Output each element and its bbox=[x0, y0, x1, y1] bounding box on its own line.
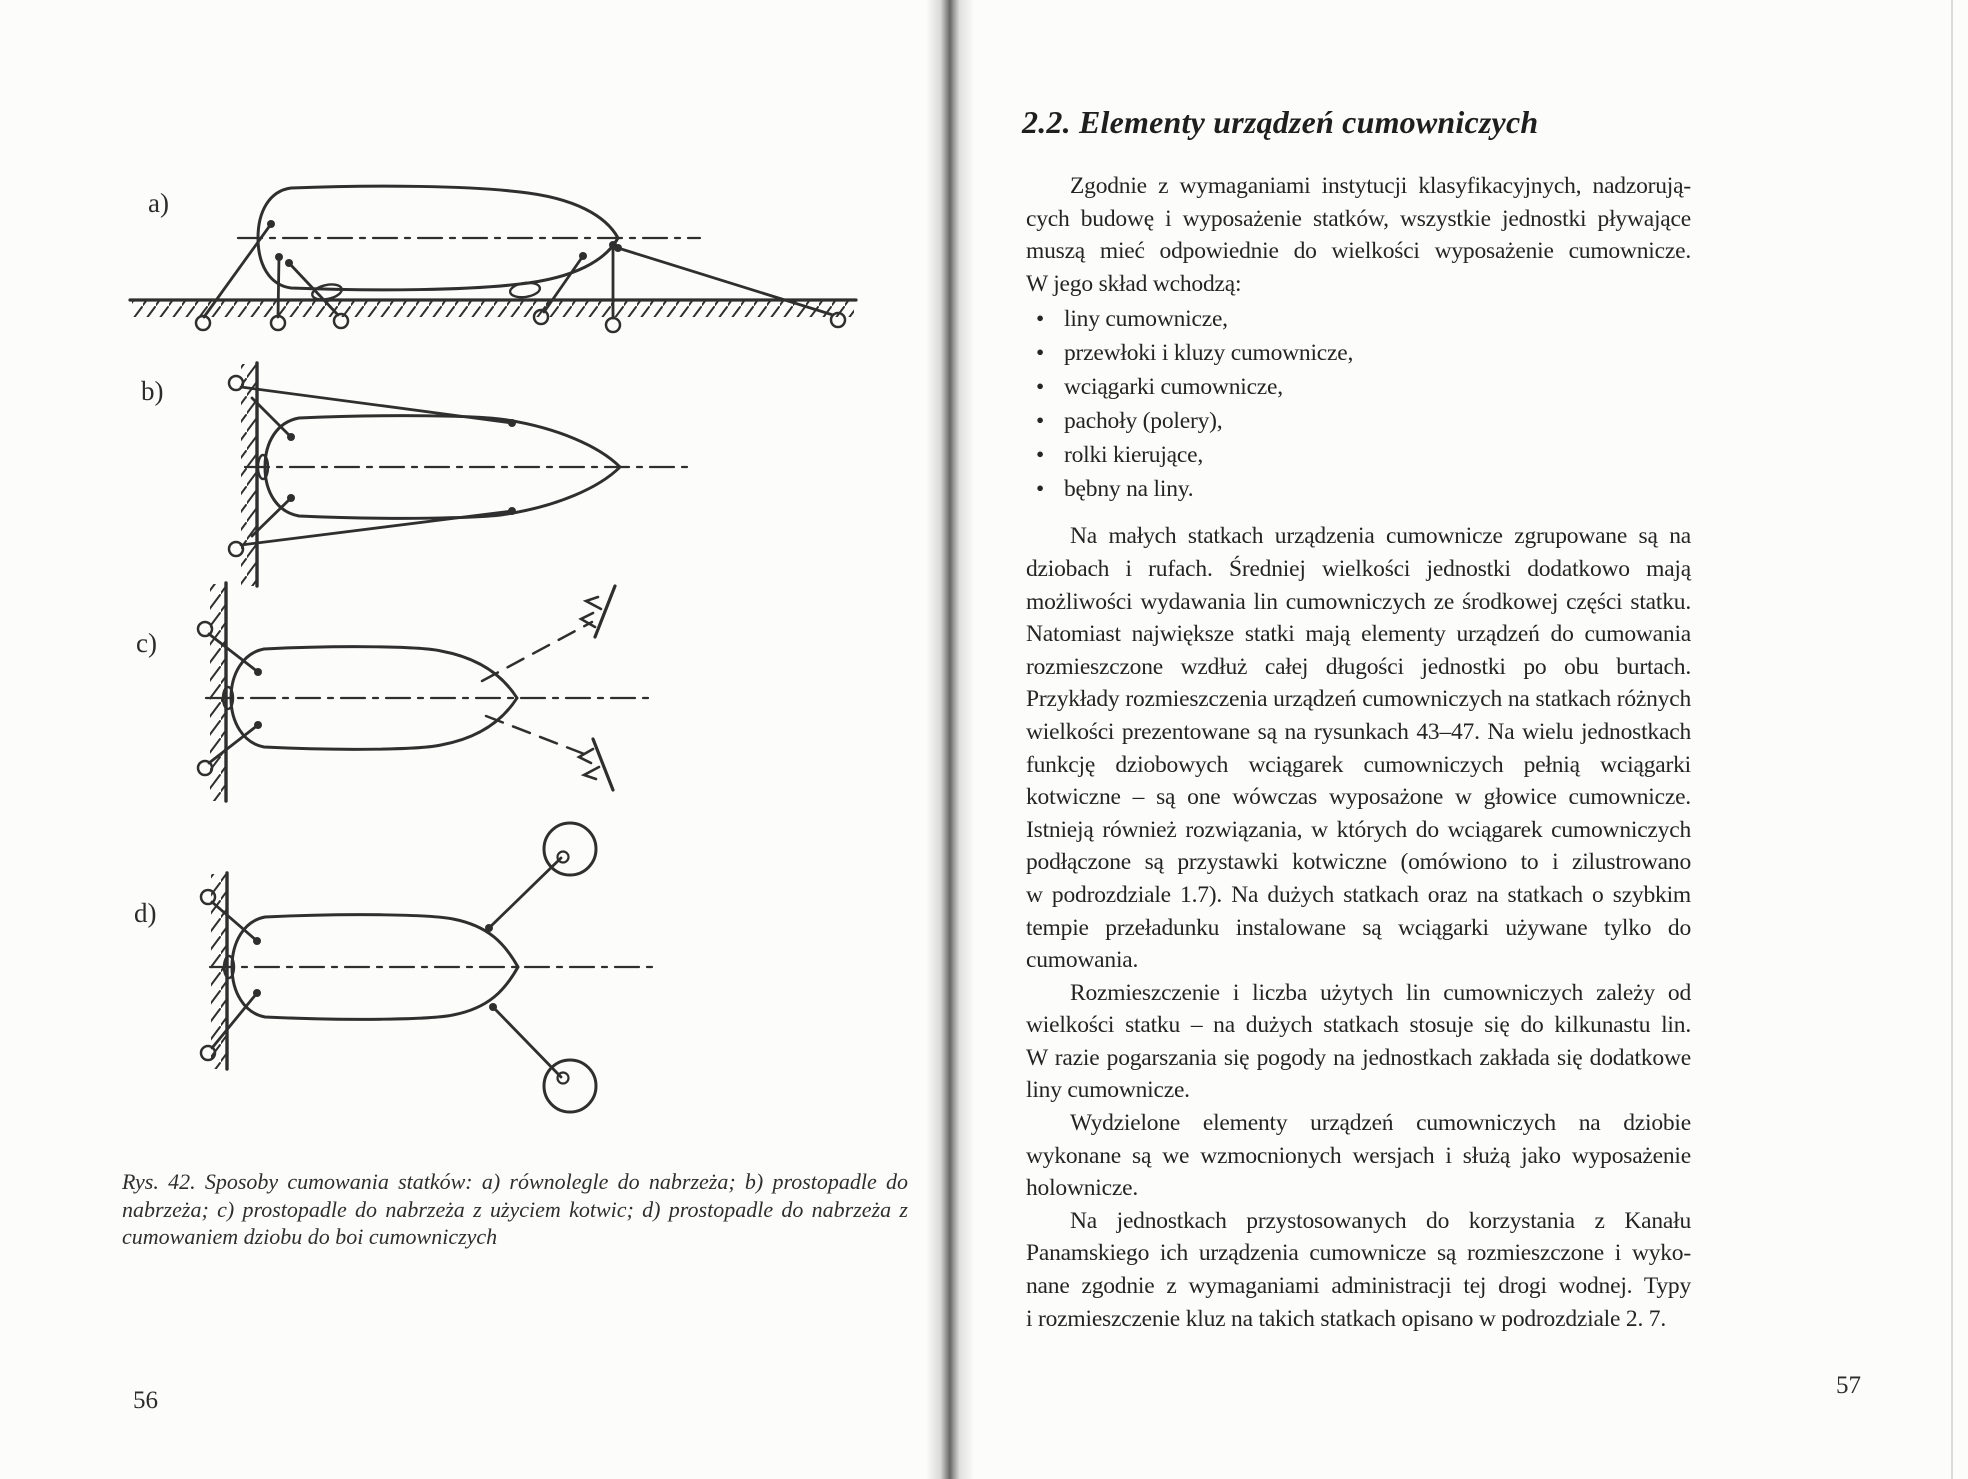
diagram-d-buoy-mooring bbox=[201, 823, 660, 1112]
panel-label-c: c) bbox=[136, 628, 157, 658]
text-line: Wydzielone elementy urządzeń cumowniczych na dziobie bbox=[1070, 1110, 1691, 1137]
text-line: nabrzeża; c) prostopadle do nabrzeża z użyciem kotwic; d) prostopadle do nabrzeża z bbox=[122, 1196, 908, 1222]
anchor-icon bbox=[579, 739, 613, 790]
bollard-icon bbox=[196, 316, 210, 330]
mooring-line bbox=[241, 511, 512, 545]
text-line: • bębny na liny. bbox=[1026, 472, 1691, 506]
panel-label-a: a) bbox=[148, 188, 169, 218]
text-line: w podrozdziale 1.7). Na dużych statkach oraz na statkach o szybkim bbox=[1026, 881, 1691, 908]
anchor-icon bbox=[581, 586, 615, 637]
text-line: tempie przeładunku instalowane są wciągarki używane tylko do bbox=[1026, 914, 1691, 941]
mooring-buoy-icon bbox=[544, 1060, 596, 1112]
text-line: Na małych statkach urządzenia cumownicze zgrupowane są na bbox=[1070, 523, 1691, 550]
bollard-icon bbox=[606, 318, 620, 332]
deck-fitting bbox=[287, 433, 295, 441]
diagram-a-parallel-mooring bbox=[130, 186, 856, 332]
text-line: cumowania. bbox=[1026, 947, 1139, 974]
deck-fitting bbox=[508, 419, 516, 427]
text-line: Na jednostkach przystosowanych do korzystania z Kanału bbox=[1070, 1207, 1691, 1234]
diagram-b-perpendicular-mooring bbox=[229, 363, 690, 586]
text-line: funkcję dziobowych wciągarek cumowniczych pełnią wciągarki bbox=[1026, 751, 1691, 778]
equipment-bullet-list bbox=[1026, 302, 1691, 506]
text-line: cych budowę i wyposażenie statków, wszystkie jednostki pływające bbox=[1026, 205, 1691, 232]
anchor-chain-line bbox=[486, 716, 592, 757]
text-line: • liny cumownicze, bbox=[1026, 302, 1691, 336]
paragraph-3 bbox=[1026, 1107, 1691, 1205]
page-number-left: 56 bbox=[133, 1387, 158, 1414]
page-edge-line bbox=[1951, 0, 1953, 1479]
text-line: Istnieją również rozwiązania, w których do wciągarek cumowniczych bbox=[1026, 816, 1691, 843]
deck-fitting bbox=[253, 937, 261, 945]
text-line: cumowaniem dziobu do boi cumowniczych bbox=[122, 1224, 498, 1249]
deck-fitting bbox=[254, 721, 262, 729]
panel-label-b: b) bbox=[141, 376, 164, 406]
text-line: • przewłoki i kluzy cumownicze, bbox=[1026, 336, 1691, 370]
text-line: Przykłady rozmieszczenia urządzeń cumowniczych na statkach różnych bbox=[1026, 686, 1691, 713]
text-line: podłączone są przystawki kotwiczne (omówiono to i zilustrowano bbox=[1026, 849, 1691, 876]
mooring-buoy-icon bbox=[544, 823, 596, 875]
text-line: nane zgodnie z wymaganiami administracji tej drogi wodnej. Typy bbox=[1026, 1273, 1691, 1300]
figure-caption bbox=[122, 1168, 908, 1251]
mooring-buoy-eye bbox=[558, 852, 569, 863]
mooring-line bbox=[278, 257, 279, 317]
text-line: wielkości prezentowane są na rysunkach 43–47. Na wielu jednostkach bbox=[1026, 718, 1691, 745]
text-line: liny cumownicze. bbox=[1026, 1077, 1190, 1104]
text-line: • rolki kierujące, bbox=[1026, 438, 1691, 472]
text-line: rozmieszczone wzdłuż całej długości jednostki po obu burtach. bbox=[1026, 653, 1691, 680]
text-line: holownicze. bbox=[1026, 1175, 1138, 1202]
text-line: Natomiast największe statki mają elementy urządzeń do cumowania bbox=[1026, 621, 1691, 648]
text-line: Rys. 42. Sposoby cumowania statków: a) równolegle do nabrzeża; b) prostopadle do bbox=[122, 1169, 908, 1194]
body-text-column bbox=[1026, 170, 1691, 1335]
paragraph-2 bbox=[1026, 977, 1691, 1107]
deck-fitting bbox=[287, 494, 295, 502]
paragraph-intro bbox=[1026, 170, 1691, 300]
text-line: możliwości wydawania lin cumowniczych ze środkowej części statku. bbox=[1026, 588, 1691, 615]
text-line: W razie pogarszania się pogody na jednostkach zakłada się dodatkowe bbox=[1026, 1044, 1691, 1071]
text-line: kotwiczne – są one wówczas wyposażone w głowice cumownicze. bbox=[1026, 784, 1691, 811]
page-number-right: 57 bbox=[1836, 1372, 1861, 1399]
quay-hatching bbox=[132, 301, 854, 317]
diagram-c-anchor-mooring bbox=[198, 583, 652, 801]
text-line: Zgodnie z wymaganiami instytucji klasyfikacyjnych, nadzorują- bbox=[1070, 173, 1691, 199]
deck-fitting bbox=[254, 668, 262, 676]
text-line: muszą mieć odpowiednie do wielkości wyposażenie cumownicze. bbox=[1026, 238, 1691, 265]
panel-label-d: d) bbox=[134, 898, 157, 928]
deck-fitting bbox=[253, 989, 261, 997]
text-line: • pachoły (polery), bbox=[1026, 404, 1691, 438]
text-line: Rozmieszczenie i liczba użytych lin cumowniczych zależy od bbox=[1070, 979, 1691, 1006]
paragraph-1 bbox=[1026, 520, 1691, 976]
text-line: • wciągarki cumownicze, bbox=[1026, 370, 1691, 404]
text-line: wykonane są we wzmocnionych wersjach i służą jako wyposażenie bbox=[1026, 1142, 1691, 1169]
mooring-line bbox=[241, 387, 512, 423]
text-line: dziobach i rufach. Średniej wielkości jednostki dodatkowo mają bbox=[1026, 555, 1691, 582]
text-line: Panamskiego ich urządzenia cumownicze są rozmieszczone i wyko- bbox=[1026, 1240, 1691, 1267]
buoy-line bbox=[489, 858, 561, 928]
text-line: W jego skład wchodzą: bbox=[1026, 270, 1242, 297]
text-line: i rozmieszczenie kluz na takich statkach opisano w podrozdziale 2. 7. bbox=[1026, 1305, 1667, 1332]
text-line: wielkości statku – na dużych statkach stosuje się do kilkunastu lin. bbox=[1026, 1012, 1691, 1039]
mooring-buoy-eye bbox=[558, 1073, 569, 1084]
section-heading: 2.2. Elementy urządzeń cumowniczych bbox=[1022, 104, 1539, 140]
quay-hatching bbox=[241, 364, 257, 586]
paragraph-4 bbox=[1026, 1205, 1691, 1335]
anchor-chain-line bbox=[482, 622, 592, 681]
deck-fitting bbox=[508, 507, 516, 515]
